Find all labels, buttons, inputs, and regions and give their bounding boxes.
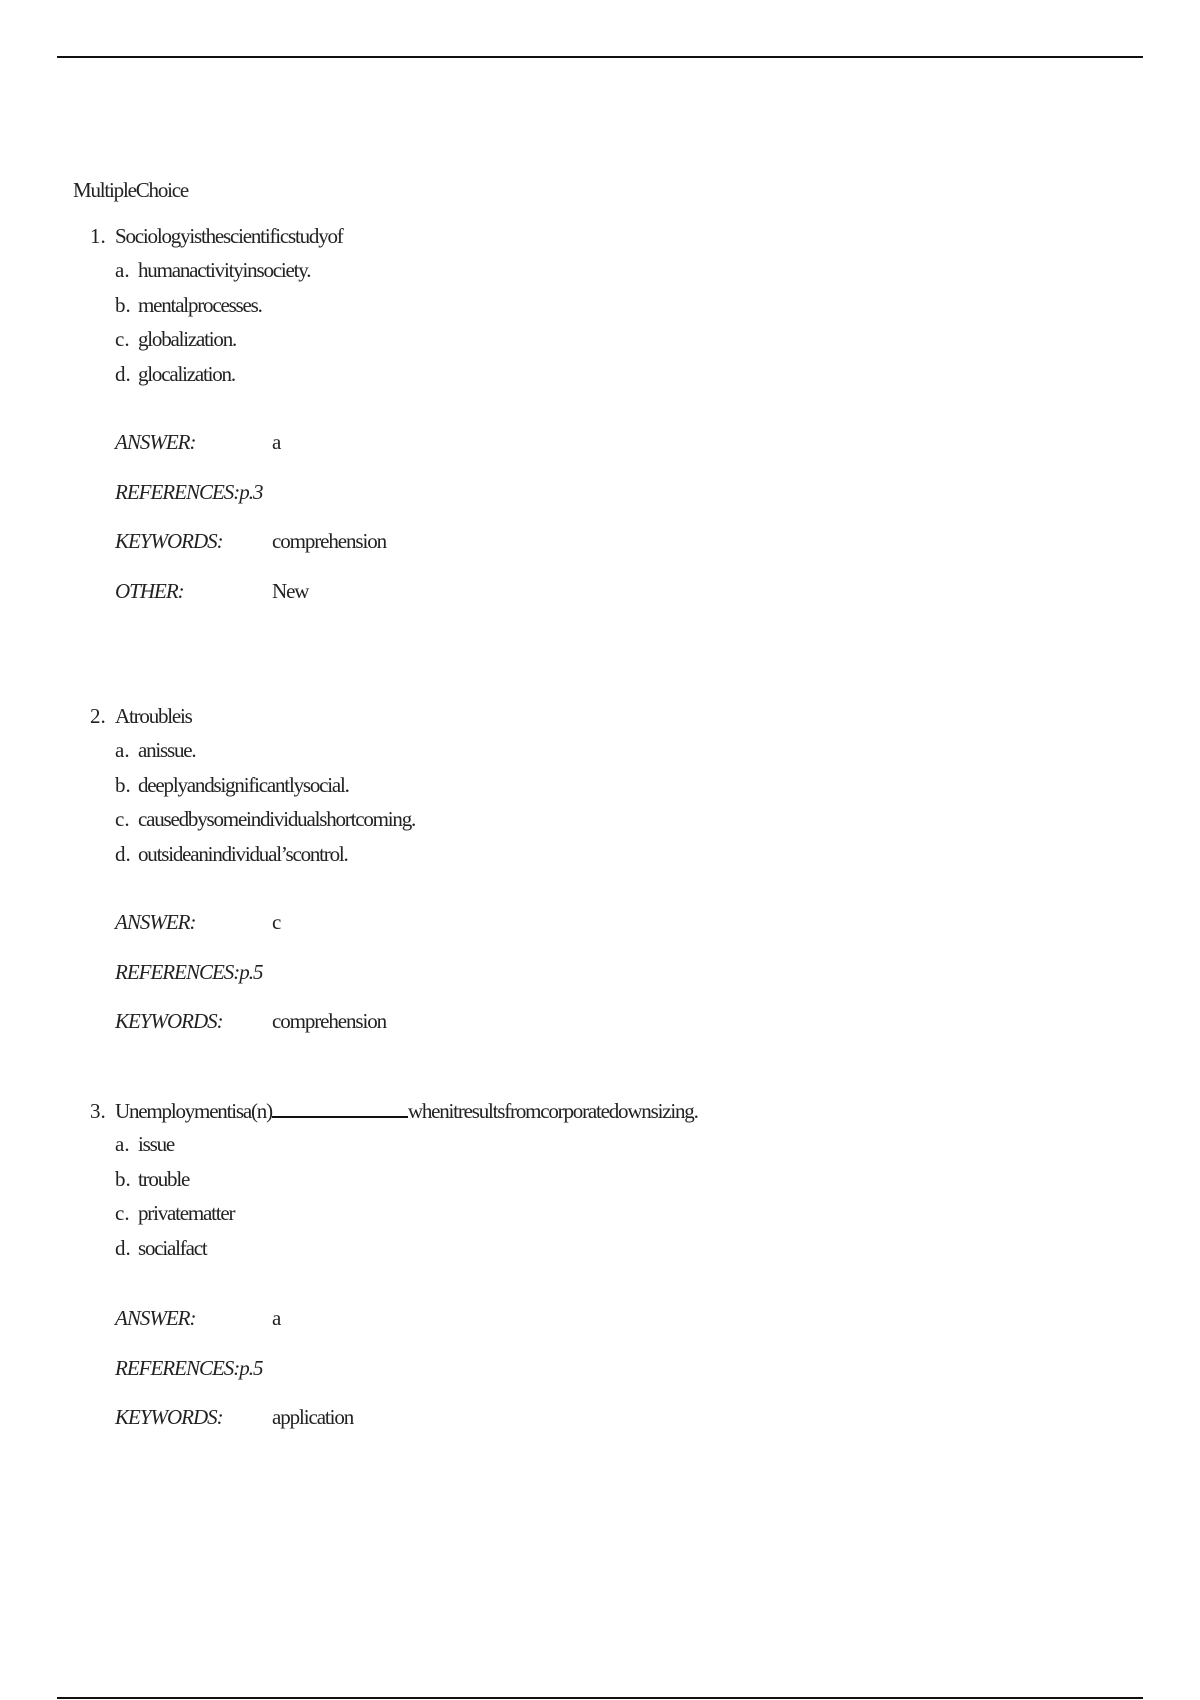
option-b bbox=[115, 773, 415, 808]
answer-label: ANSWER: bbox=[115, 910, 196, 934]
option-text: globalization. bbox=[138, 327, 237, 351]
option-c bbox=[115, 1201, 234, 1236]
option-a bbox=[115, 738, 415, 773]
option-text: privatematter bbox=[138, 1201, 235, 1225]
option-letter: a. bbox=[115, 738, 130, 762]
question-stem bbox=[90, 704, 192, 729]
question-text-before-blank: Unemploymentisa(n) bbox=[115, 1099, 272, 1123]
option-text: outsideanindividual’scontrol. bbox=[138, 841, 348, 866]
answer-label: ANSWER: bbox=[115, 430, 196, 454]
option-c bbox=[115, 807, 415, 842]
option-letter: d. bbox=[115, 1235, 131, 1260]
keywords-value: comprehension bbox=[272, 529, 386, 553]
question-stem bbox=[90, 224, 343, 249]
keywords-label: KEYWORDS: bbox=[115, 529, 223, 553]
option-letter: c. bbox=[115, 807, 130, 831]
answer-value: a bbox=[272, 430, 281, 454]
option-list bbox=[115, 738, 415, 876]
option-d bbox=[115, 1236, 234, 1271]
keywords-value: comprehension bbox=[272, 1009, 386, 1033]
option-list bbox=[115, 1132, 234, 1270]
option-text: anissue. bbox=[138, 738, 196, 762]
keywords-label: KEYWORDS: bbox=[115, 1405, 223, 1429]
answer-label: ANSWER: bbox=[115, 1306, 196, 1330]
option-letter: b. bbox=[115, 292, 131, 317]
option-list bbox=[115, 258, 310, 396]
option-d bbox=[115, 842, 415, 877]
option-letter: a. bbox=[115, 258, 130, 282]
option-letter: c. bbox=[115, 1201, 130, 1225]
option-text: causedbysomeindividualshortcoming. bbox=[138, 807, 416, 831]
question-number: 2. bbox=[90, 704, 106, 728]
references-label: REFERENCES:p.5 bbox=[115, 959, 263, 984]
option-text: socialfact bbox=[138, 1235, 207, 1260]
section-title: MultipleChoice bbox=[73, 178, 189, 202]
option-letter: d. bbox=[115, 361, 131, 386]
option-text: mentalprocesses. bbox=[138, 292, 262, 317]
option-text: deeplyandsignificantlysocial. bbox=[138, 772, 349, 797]
keywords-value: application bbox=[272, 1405, 354, 1429]
option-c bbox=[115, 327, 310, 362]
header-rule bbox=[57, 56, 1143, 58]
references-label: REFERENCES:p.3 bbox=[115, 479, 263, 504]
option-letter: d. bbox=[115, 841, 131, 866]
fill-in-blank bbox=[272, 1098, 408, 1118]
question-text: Atroubleis bbox=[115, 704, 192, 728]
question-number: 1. bbox=[90, 224, 106, 248]
option-d bbox=[115, 362, 310, 397]
option-letter: b. bbox=[115, 772, 131, 797]
option-b bbox=[115, 1167, 234, 1202]
other-value: New bbox=[272, 578, 309, 603]
answer-value: a bbox=[272, 1306, 281, 1330]
keywords-label: KEYWORDS: bbox=[115, 1009, 223, 1033]
footer-rule bbox=[57, 1697, 1143, 1699]
answer-value: c bbox=[272, 910, 281, 934]
option-b bbox=[115, 293, 310, 328]
question-stem bbox=[90, 1098, 698, 1124]
option-text: humanactivityinsociety. bbox=[138, 258, 311, 282]
option-text: issue bbox=[138, 1132, 175, 1156]
question-number: 3. bbox=[90, 1099, 106, 1123]
question-text-after-blank: whenitresultsfromcorporatedownsizing. bbox=[407, 1099, 698, 1123]
option-a bbox=[115, 258, 310, 293]
option-letter: b. bbox=[115, 1166, 131, 1191]
option-a bbox=[115, 1132, 234, 1167]
option-text: trouble bbox=[138, 1166, 190, 1191]
references-label: REFERENCES:p.5 bbox=[115, 1355, 263, 1380]
option-letter: c. bbox=[115, 327, 130, 351]
question-text: Sociologyisthescientificstudyof bbox=[115, 224, 343, 248]
other-label: OTHER: bbox=[115, 578, 184, 603]
option-letter: a. bbox=[115, 1132, 130, 1156]
option-text: glocalization. bbox=[138, 361, 235, 386]
